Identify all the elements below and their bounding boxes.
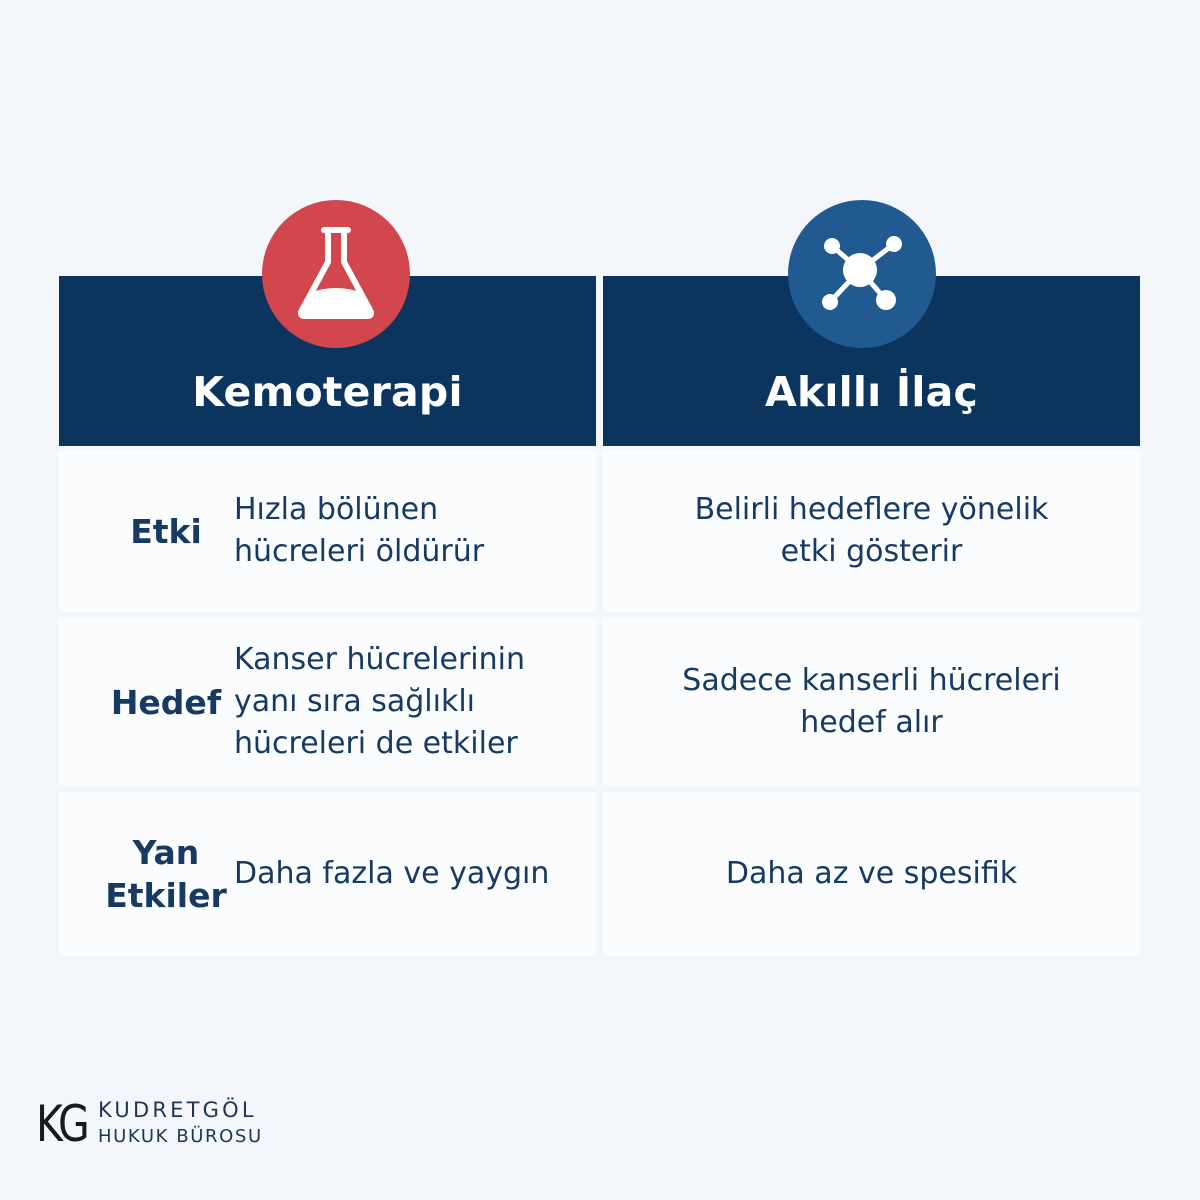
text-line: Sadece kanserli hücreleri <box>682 663 1061 698</box>
text-line: hücreleri öldürür <box>234 534 485 569</box>
row-label-side-effects <box>81 792 251 956</box>
row-label-line: Etki <box>130 511 202 551</box>
logo-mark: KG <box>36 1095 85 1153</box>
row-label-line: Hedef <box>110 682 222 722</box>
smart-effect-text <box>623 450 1120 612</box>
logo-firm-name: KUDRETGÖL <box>98 1098 257 1122</box>
logo-firm-subtitle: HUKUK BÜROSU <box>98 1126 263 1147</box>
text-line: Belirli hedeflere yönelik <box>694 492 1049 527</box>
table-row-target-smart <box>603 618 1140 786</box>
smart-target-text <box>623 618 1120 786</box>
text-line: hedef alır <box>800 705 943 740</box>
row-label-effect <box>81 450 251 612</box>
text-line: yanı sıra sağlıklı <box>234 684 476 719</box>
row-label-line: Etkiler <box>105 876 227 915</box>
table-row-effect-chemo <box>59 450 596 612</box>
chemo-target-text <box>234 618 576 786</box>
brand-logo <box>36 1096 296 1152</box>
chemo-effect-text <box>234 450 576 612</box>
text-line: Daha fazla ve yaygın <box>234 856 550 891</box>
row-label-target <box>81 618 251 786</box>
text-line: etki gösterir <box>780 534 963 569</box>
flask-icon <box>262 200 410 348</box>
table-row-side-effects-smart <box>603 792 1140 956</box>
table-row-side-effects-chemo <box>59 792 596 956</box>
text-line: Kanser hücrelerinin <box>234 642 525 677</box>
column-title-chemotherapy: Kemoterapi <box>192 368 463 416</box>
table-row-effect-smart <box>603 450 1140 612</box>
chemo-side-effects-text <box>234 792 576 956</box>
molecule-icon <box>788 200 936 348</box>
column-title-smart-drug: Akıllı İlaç <box>765 368 978 416</box>
text-line: Hızla bölünen <box>234 492 439 527</box>
text-line: Daha az ve spesifik <box>725 856 1018 891</box>
row-label-line: Yan <box>132 833 200 872</box>
table-row-target-chemo <box>59 618 596 786</box>
smart-side-effects-text <box>623 792 1120 956</box>
text-line: hücreleri de etkiler <box>234 726 518 761</box>
